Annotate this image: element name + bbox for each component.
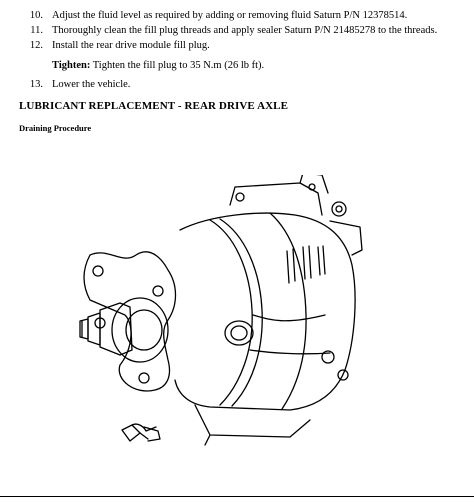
step-text: Lower the vehicle.: [52, 79, 131, 90]
step-10: [0, 8, 474, 23]
drain-plug: [122, 424, 160, 441]
step-13: [0, 79, 474, 94]
step-number: 13.: [29, 79, 43, 90]
tighten-label: Tighten:: [52, 60, 91, 71]
tighten-note: [52, 60, 264, 71]
step-number: 11.: [30, 25, 43, 36]
step-number: 12.: [29, 40, 43, 51]
output-flange: [84, 252, 176, 391]
tighten-text: Tighten the fill plug to 35 N.m (26 lb ft).: [90, 60, 265, 71]
page-divider: [0, 496, 474, 497]
section-heading: LUBRICANT REPLACEMENT - REAR DRIVE AXLE: [19, 100, 289, 112]
step-12: [0, 38, 474, 53]
pinion-nut: [80, 303, 132, 355]
procedure-steps: [0, 8, 474, 53]
rear-drive-module-illustration: [60, 175, 370, 460]
step-number: 10.: [29, 10, 43, 21]
step-11: [0, 23, 474, 38]
step-text: Thoroughly clean the fill plug threads and apply sealer Saturn P/N 21485278 to the threads.: [52, 25, 438, 36]
subheading: Draining Procedure: [19, 123, 92, 133]
step-text: Adjust the fluid level as required by adding or removing fluid Saturn P/N 12378514.: [52, 10, 408, 21]
step-text: Install the rear drive module fill plug.: [52, 40, 210, 51]
axle-housing: [175, 175, 362, 445]
